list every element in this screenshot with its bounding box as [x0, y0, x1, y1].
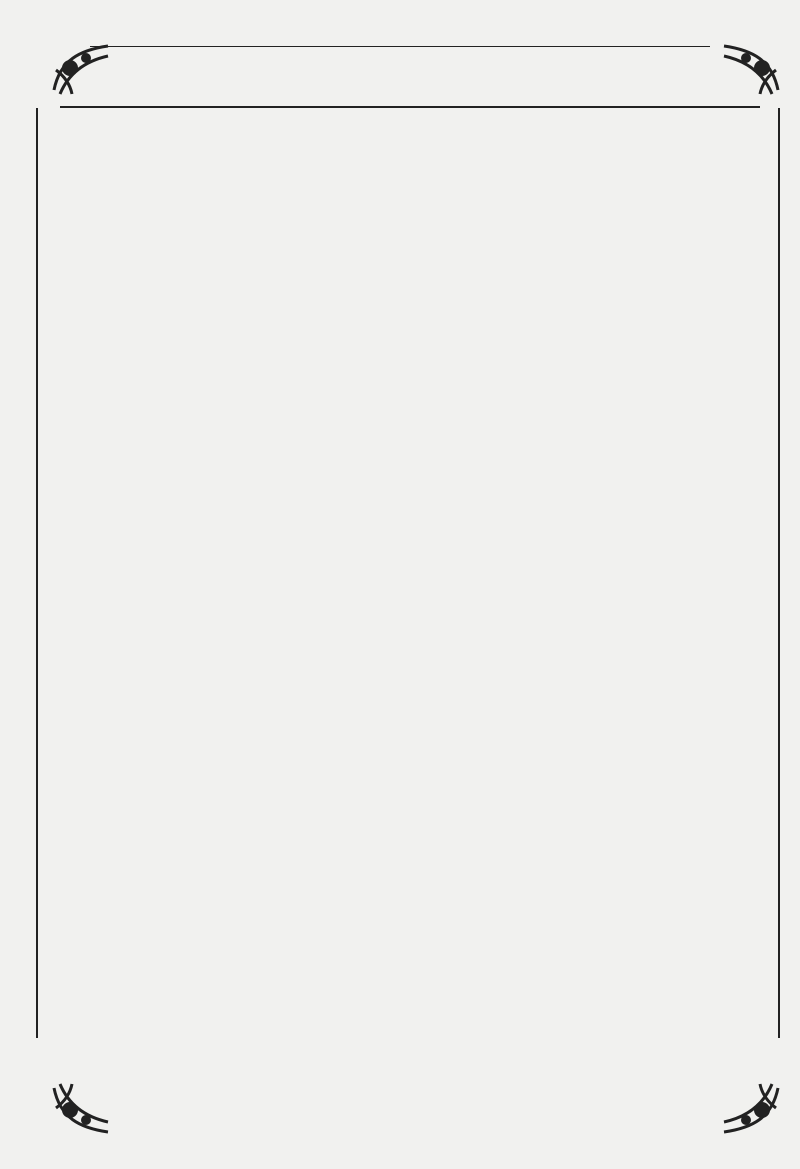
- ornament-corner-icon: [50, 1080, 112, 1138]
- ornament-corner-icon: [720, 1080, 782, 1138]
